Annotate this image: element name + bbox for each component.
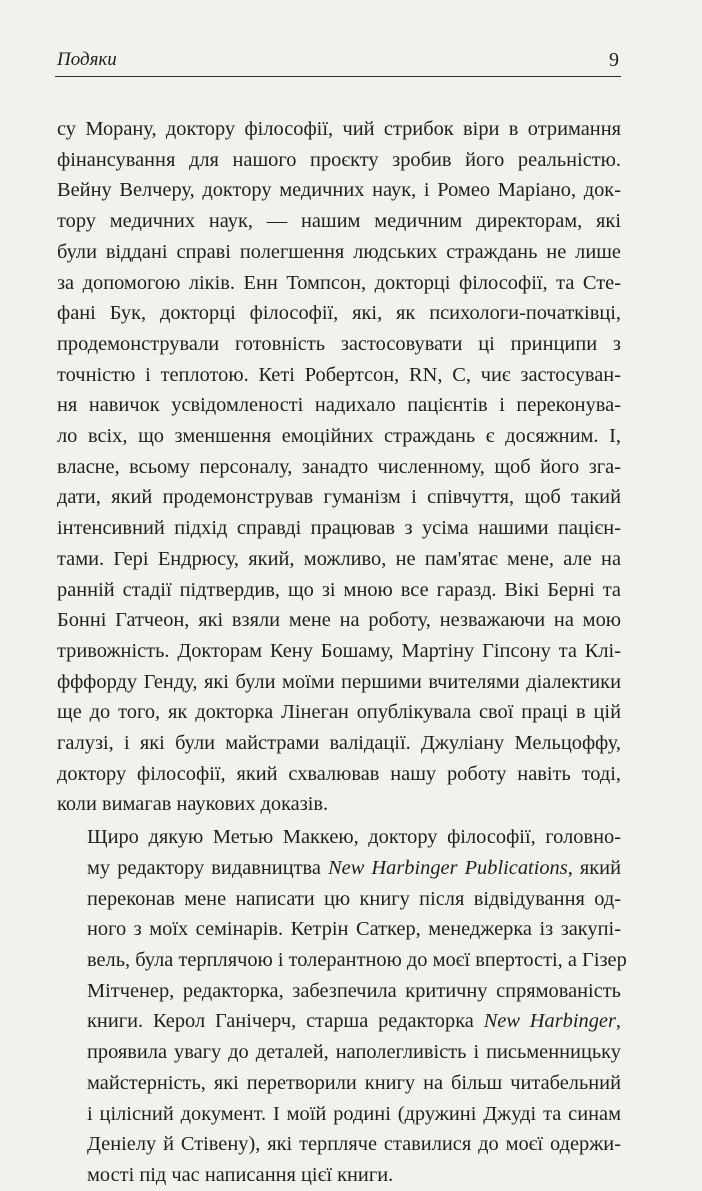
body-text <box>57 114 627 1191</box>
paragraph-acknowledgments-2 <box>57 822 627 1190</box>
text-line: су Морану, доктору філософії, чий стрибок віри в отримання <box>57 118 621 140</box>
running-header <box>55 48 621 77</box>
text-line: тору медичних наук, — нашим медичним директорам, які <box>57 210 621 233</box>
page-number: 9 <box>609 49 619 71</box>
text-line: вель, була терплячою і толерантною до моєї впертості, а Гізер <box>87 948 627 971</box>
text-line: фані Бук, докторці філософії, які, як психологи-початківці, <box>57 302 621 325</box>
text-line: Деніелу й Стівену), які терпляче ставилися до моєї одержи- <box>87 1133 621 1156</box>
text-line <box>57 1006 621 1037</box>
publisher-name: New Harbinger Publications <box>328 856 568 879</box>
text-line: тами. Гері Ендрюсу, який, можливо, не пам'ятає мене, але на <box>57 547 621 570</box>
text-segment: книги. Керол Ганічерч, старша редакторка <box>87 1010 484 1033</box>
text-line: Щиро дякую Метью Маккею, доктору філософії, головно- <box>87 826 621 849</box>
text-line: доктору філософії, який схвалював нашу роботу навіть тоді, <box>57 762 621 785</box>
text-line: ло всіх, що зменшення емоційних страждань є досяжним. І, <box>57 425 621 448</box>
text-line: ранній стадії підтвердив, що зі мною все гаразд. Вікі Берні та <box>57 578 621 601</box>
text-line: продемонстрували готовність застосовувати ці принципи з <box>57 332 621 355</box>
publisher-name: New Harbinger <box>483 1010 616 1033</box>
text-line: Мітченер, редакторка, забезпечила критичну спрямованість <box>87 979 621 1002</box>
text-line: ще до того, як докторка Лінеган опублікувала свої праці в цій <box>57 701 621 724</box>
text-line: власне, всьому персоналу, занадто численному, щоб його зга- <box>57 455 621 478</box>
text-line <box>57 853 621 884</box>
chapter-title: Подяки <box>57 49 117 70</box>
text-line: фінансування для нашого проєкту зробив його реальністю. <box>57 148 621 171</box>
text-line: коли вимагав наукових доказів. <box>57 793 329 816</box>
text-line: Вейну Велчеру, доктору медичних наук, і Ромео Маріано, док- <box>57 179 621 202</box>
text-line: проявила увагу до деталей, наполегливість і письменницьку <box>87 1041 621 1064</box>
text-line: ного з моїх семінарів. Кетрін Саткер, менеджерка із закупі- <box>87 918 621 941</box>
text-line: і цілісний документ. І моїй родині (дружині Джуді та синам <box>87 1102 621 1125</box>
text-line: галузі, і які були майстрами валідації. Джуліану Мельцоффу, <box>57 732 621 755</box>
text-line: переконав мене написати цю книгу після відвідування од- <box>87 887 621 910</box>
text-segment: , <box>615 1010 621 1033</box>
text-line: майстерність, які перетворили книгу на більш читабельний <box>87 1071 621 1094</box>
paragraph-acknowledgments-1 <box>57 114 621 820</box>
text-line: тривожність. Докторам Кену Бошаму, Мартіну Гіпсону та Клі- <box>57 639 621 662</box>
text-line: фффорду Генду, які були моїми першими вчителями діалектики <box>57 670 621 693</box>
text-line: за допомогою ліків. Енн Томпсон, докторці філософії, та Сте- <box>57 271 621 294</box>
text-line: точністю і теплотою. Кеті Робертсон, RN, C, чиє застосуван- <box>57 363 621 386</box>
text-line: інтенсивний підхід справді працював з усіма нашими пацієн- <box>57 517 621 540</box>
text-line: Бонні Гатчеон, які взяли мене на роботу, незважаючи на мою <box>57 609 621 632</box>
text-segment: му редактору видавництва <box>87 856 329 879</box>
text-line: ня навичок усвідомленості надихало пацієнтів і переконува- <box>57 394 621 417</box>
text-line: мості під час написання цієї книги. <box>87 1163 394 1186</box>
text-segment: , який <box>567 856 621 879</box>
text-line: дати, який продемонстрував гуманізм і співчуття, щоб такий <box>57 486 621 509</box>
text-line: були віддані справі полегшення людських страждань не лише <box>57 240 621 263</box>
